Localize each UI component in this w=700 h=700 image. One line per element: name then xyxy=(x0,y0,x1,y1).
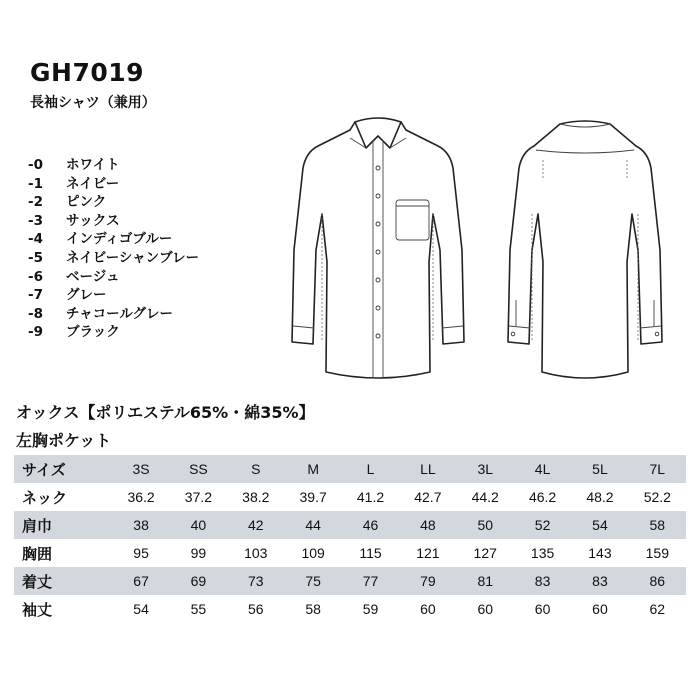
table-cell: 79 xyxy=(399,567,456,595)
fabric-label: オックス【ポリエステル65%・綿35%】 xyxy=(16,403,315,422)
table-cell: 37.2 xyxy=(184,489,213,505)
table-cell: 42 xyxy=(227,511,284,539)
color-code: -3 xyxy=(28,212,43,229)
table-row xyxy=(14,567,686,595)
color-name: チャコールグレー xyxy=(66,305,174,322)
table-cell: 135 xyxy=(530,545,555,561)
table-cell: 46.2 xyxy=(528,489,557,505)
color-name: グレー xyxy=(66,287,107,304)
table-cell: 83 xyxy=(514,567,571,595)
color-code: -7 xyxy=(28,287,43,304)
header-label: サイズ xyxy=(14,455,112,483)
color-name: ネイビーシャンブレー xyxy=(66,249,200,266)
table-cell: 48.2 xyxy=(586,489,614,505)
table-cell: 77 xyxy=(342,567,399,595)
table-cell: 41.2 xyxy=(356,489,385,505)
table-header-row xyxy=(14,455,686,483)
color-name: ピンク xyxy=(66,194,107,211)
table-cell: 38 xyxy=(112,511,169,539)
table-cell: 86 xyxy=(629,567,686,595)
table-cell: 40 xyxy=(170,511,227,539)
row-label: ネック xyxy=(22,488,68,507)
table-cell: 38.2 xyxy=(242,489,270,505)
size-header-cell: S xyxy=(227,455,284,483)
table-cell: 159 xyxy=(645,545,669,561)
color-code: -0 xyxy=(28,157,43,173)
table-cell: 59 xyxy=(362,601,379,617)
table-cell: 55 xyxy=(190,601,207,617)
table-row xyxy=(14,595,686,623)
color-code: -6 xyxy=(28,268,43,285)
table-cell: 44 xyxy=(284,511,341,539)
size-header-cell: 3S xyxy=(112,455,169,483)
size-table xyxy=(14,455,686,623)
table-cell: 58 xyxy=(305,601,321,617)
product-code: GH7019 xyxy=(30,58,145,87)
size-header-cell: 3L xyxy=(457,455,514,483)
table-cell: 83 xyxy=(571,567,628,595)
table-cell: 103 xyxy=(244,545,268,561)
color-code: -9 xyxy=(28,324,43,341)
table-cell: 42.7 xyxy=(414,489,442,505)
color-name: ホワイト xyxy=(66,157,120,173)
table-row xyxy=(14,511,686,539)
table-cell: 143 xyxy=(588,545,612,561)
color-code: -8 xyxy=(28,305,43,322)
table-cell: 73 xyxy=(227,567,284,595)
shirt-front-drawing xyxy=(292,118,464,378)
table-cell: 46 xyxy=(342,511,399,539)
color-code: -5 xyxy=(28,249,43,266)
row-label: 肩巾 xyxy=(14,511,112,539)
color-name: サックス xyxy=(66,212,120,229)
table-cell: 39.7 xyxy=(299,489,327,505)
table-cell: 36.2 xyxy=(127,489,155,505)
size-header-cell: 7L xyxy=(629,455,686,483)
color-code: -4 xyxy=(28,231,43,248)
table-cell: 56 xyxy=(248,601,264,617)
row-label: 着丈 xyxy=(14,567,112,595)
pocket-label: 左胸ポケット xyxy=(16,431,112,450)
table-cell: 60 xyxy=(592,601,608,617)
size-header-cell: 5L xyxy=(571,455,628,483)
table-row xyxy=(14,483,686,511)
table-cell: 75 xyxy=(284,567,341,595)
table-cell: 81 xyxy=(457,567,514,595)
row-label: 胸囲 xyxy=(22,544,53,563)
table-cell: 121 xyxy=(416,545,440,561)
size-header-cell: L xyxy=(342,455,399,483)
table-cell: 109 xyxy=(301,545,325,561)
table-cell: 62 xyxy=(649,601,666,617)
table-cell: 69 xyxy=(170,567,227,595)
color-name: ブラック xyxy=(66,324,120,341)
table-cell: 44.2 xyxy=(471,489,499,505)
size-header-cell: M xyxy=(284,455,341,483)
table-cell: 52 xyxy=(514,511,571,539)
color-code: -1 xyxy=(28,175,43,192)
color-name: ベージュ xyxy=(66,268,120,285)
table-cell: 95 xyxy=(133,545,149,561)
table-cell: 50 xyxy=(457,511,514,539)
table-cell: 99 xyxy=(190,545,207,561)
size-header-cell: SS xyxy=(170,455,227,483)
table-cell: 67 xyxy=(112,567,169,595)
table-cell: 115 xyxy=(359,545,382,561)
table-cell: 52.2 xyxy=(643,489,671,505)
table-cell: 60 xyxy=(534,601,551,617)
size-header-cell: LL xyxy=(399,455,456,483)
table-row xyxy=(14,539,686,567)
color-name: インディゴブルー xyxy=(66,231,173,248)
color-code: -2 xyxy=(28,194,43,211)
shirt-back-drawing xyxy=(508,121,662,378)
table-cell: 54 xyxy=(133,601,149,617)
color-name: ネイビー xyxy=(66,175,120,192)
product-name: 長袖シャツ（兼用） xyxy=(30,95,156,111)
table-cell: 58 xyxy=(629,511,686,539)
table-cell: 48 xyxy=(399,511,456,539)
table-cell: 127 xyxy=(473,545,497,561)
table-cell: 60 xyxy=(477,601,494,617)
table-cell: 54 xyxy=(571,511,628,539)
table-cell: 60 xyxy=(420,601,436,617)
size-header-cell: 4L xyxy=(514,455,571,483)
row-label: 袖丈 xyxy=(22,600,53,619)
